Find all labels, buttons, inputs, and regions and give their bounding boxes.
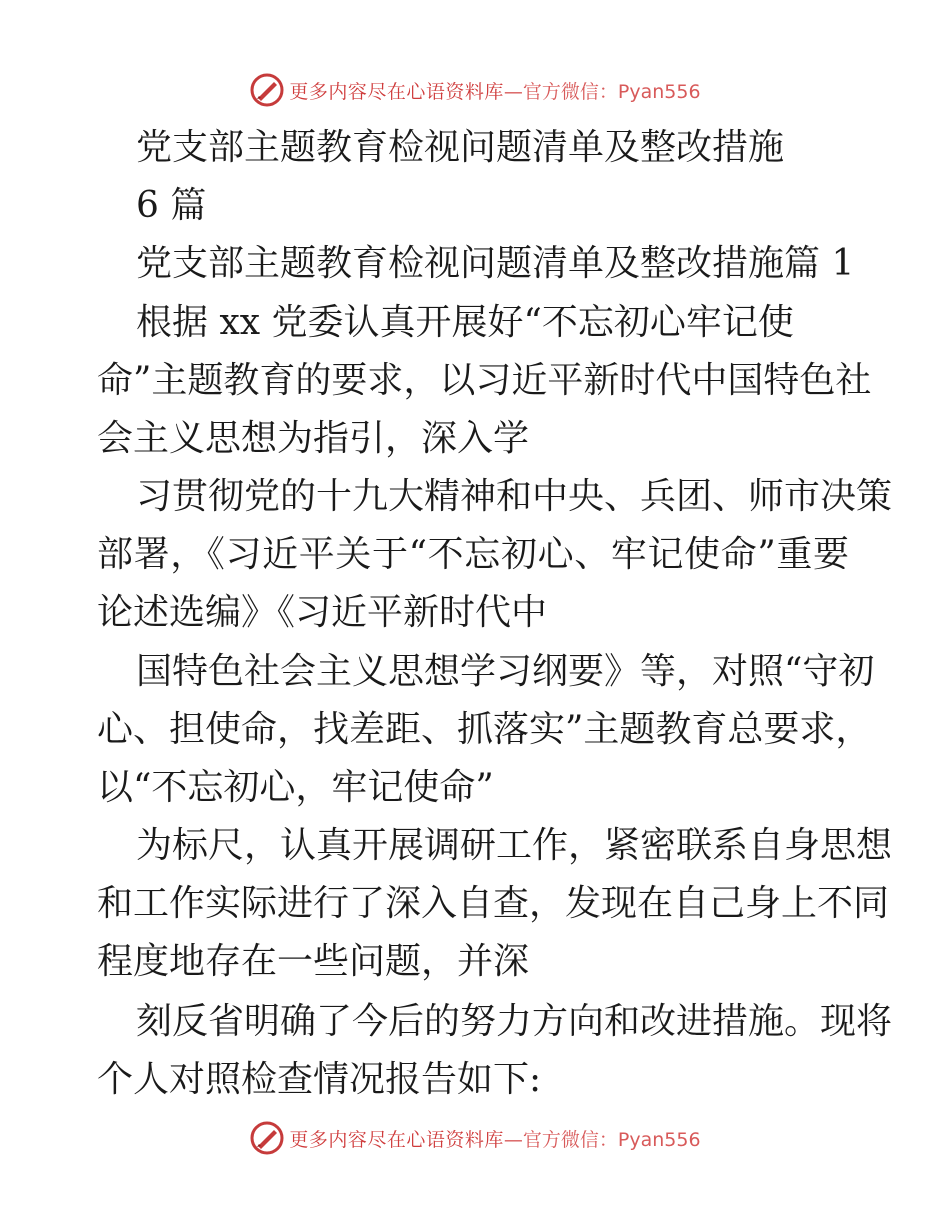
banner-contact-text: —官方微信：Pyan556 xyxy=(503,80,701,103)
banner-contact-text: —官方微信：Pyan556 xyxy=(503,1128,701,1151)
body-line: 根据 xx 党委认真开展好“不忘初心牢记使 xyxy=(136,302,794,343)
body-line: 个人对照检查情况报告如下: xyxy=(97,1059,542,1100)
body-line: 部署，《习近平关于“不忘初心、牢记使命”重要 xyxy=(97,534,849,575)
body-line: 以“不忘初心，牢记使命” xyxy=(97,767,494,808)
body-line: 程度地存在一些问题，并深 xyxy=(97,941,530,982)
pen-logo-icon xyxy=(249,1120,285,1156)
pen-logo-icon xyxy=(249,72,285,108)
body-line: 习贯彻党的十九大精神和中央、兵团、师市决策 xyxy=(136,476,893,517)
footer-banner xyxy=(0,1118,950,1158)
banner-ad-text: 更多内容尽在心语资料库 xyxy=(289,1128,504,1151)
banner-ad-text: 更多内容尽在心语资料库 xyxy=(289,80,504,103)
body-line: 命”主题教育的要求，以习近平新时代中国特色社 xyxy=(97,360,872,401)
document-title-line-1: 党支部主题教育检视问题清单及整改措施 xyxy=(136,127,785,168)
body-line: 心、担使命，找差距、抓落实”主题教育总要求， xyxy=(97,709,872,750)
header-banner xyxy=(0,70,950,110)
document-title-line-2: 6 篇 xyxy=(136,185,207,226)
body-line: 会主义思想为指引，深入学 xyxy=(97,418,530,459)
body-line: 论述选编》《习近平新时代中 xyxy=(97,592,548,633)
body-line: 为标尺，认真开展调研工作，紧密联系自身思想 xyxy=(136,825,893,866)
section-heading: 党支部主题教育检视问题清单及整改措施篇 1 xyxy=(136,243,855,284)
body-line: 国特色社会主义思想学习纲要》等，对照“守初 xyxy=(136,651,875,692)
body-line: 刻反省明确了今后的努力方向和改进措施。现将 xyxy=(136,1001,893,1042)
body-line: 和工作实际进行了深入自查，发现在自己身上不同 xyxy=(97,883,890,924)
